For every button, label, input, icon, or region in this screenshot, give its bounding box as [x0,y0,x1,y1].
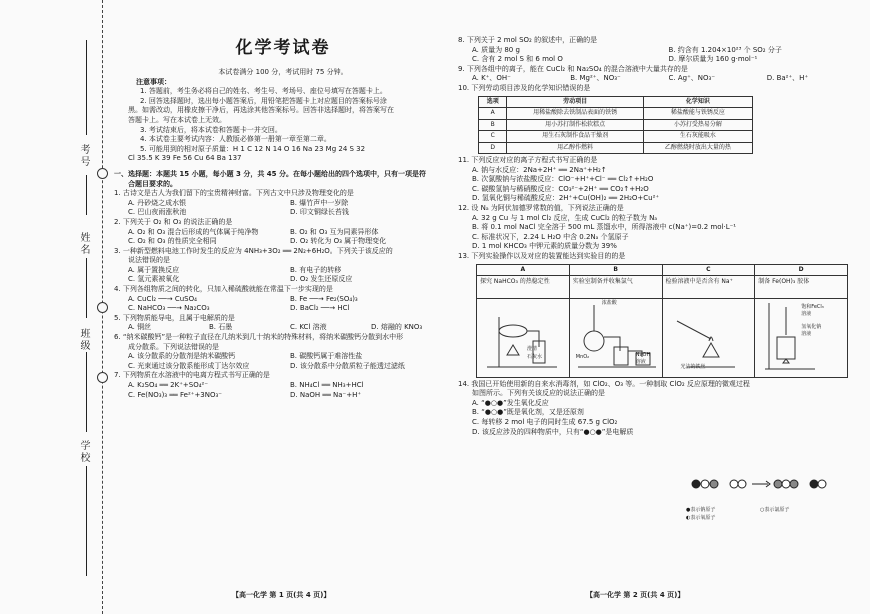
page-title: 化学考试卷 [235,38,331,58]
option[interactable]: A. 钠与水反应：2Na+2H⁺ ══ 2Na⁺+H₂↑ [472,165,607,174]
option-row [114,323,452,333]
tag: 石灰水 [527,353,543,360]
notice-line: 3. 考试结束后，将本试卷和答题卡一并交回。 [140,125,282,134]
option-row [114,199,452,209]
question-stem: 13. 下列实验操作以及对应的装置能达到实验目的的是 [458,252,626,260]
molecule-diagram [686,472,836,532]
option[interactable]: C. Ag⁺、NO₃⁻ [668,74,716,83]
apparatus-desc: 制备 Fe(OH)₃ 胶体 [755,276,847,299]
option[interactable]: C. 巴山夜雨涨秋池 [128,208,187,217]
question-stem: 12. 设 Nₐ 为阿伏加德罗常数的值，下列说法正确的是 [458,204,624,213]
option-row [458,46,865,56]
option[interactable]: B. 约含有 1.204×10²³ 个 SO₂ 分子 [668,45,782,54]
option[interactable]: C. 每转移 2 mol 电子的同时生成 67.5 g ClO₂ [472,417,618,426]
option-row [114,352,452,362]
labor-table [478,96,753,155]
class-label: 班级 [78,328,89,352]
option-row [114,237,452,247]
question-stem: 8. 下列关于 2 mol SO₂ 的叙述中，正确的是 [458,36,598,44]
option[interactable]: D. 该反应涉及的四种物质中，只有“●○●”是电解质 [472,427,634,436]
question-stem: 1. 古诗文是古人为我们留下的宝贵精神财富。下列古文中只涉及物理变化的是 [114,189,354,198]
option[interactable]: B. NH₄Cl ══ NH₃+HCl [290,381,364,389]
question-stem-cont: 成分散系。下列说法错误的是 [128,342,219,351]
option-row [114,275,452,285]
table-cell: 用小苏打制作松软糕点 [507,119,643,131]
question-stem: 10. 下列劳动项目涉及的化学知识错误的是 [458,83,591,92]
table-header-row [479,96,753,108]
option-row [458,74,865,84]
legend-item: ●表示钠原子 [686,507,716,513]
option[interactable]: D. 印文铜绿长苔钱 [290,208,349,217]
option[interactable]: A. O₂ 和 O₃ 混合后形成的气体属于纯净物 [128,227,259,236]
option-row [114,295,452,305]
option[interactable]: D. 氢氧化铜与稀硫酸反应：2H⁺+Cu(OH)₂ ══ 2H₂O+Cu²⁺ [472,194,660,203]
table-cell: A [479,108,507,120]
option-row [114,304,452,314]
table-header: 劳动项目 [507,96,643,108]
heating-apparatus-icon [477,297,569,375]
option[interactable]: B. 石墨 [209,323,233,332]
option[interactable]: B. 将 0.1 mol NaCl 完全溶于 500 mL 蒸馏水中，所得溶液中 c(Na⁺)=0.2 mol·L⁻¹ [472,223,737,232]
question-stem: 7. 下列物质在水溶液中的电离方程式书写正确的是 [114,371,270,380]
apparatus-label: B [570,265,662,276]
tag: 浓盐酸 [601,299,617,306]
option[interactable]: B. 有电子的转移 [290,265,342,274]
page-1 [114,0,452,400]
option-row [114,266,452,276]
option[interactable]: B. Fe ──→ Fe₂(SO₄)₃ [290,294,358,303]
option[interactable]: D. O₂ 发生还原反应 [290,275,353,284]
table-cell: D [479,142,507,154]
score-note: 本试卷满分 100 分，考试用时 75 分钟。 [218,68,348,76]
option-row [114,208,452,218]
table-cell: 用稀盐酸除去铁制品表面的铁锈 [507,108,643,120]
apparatus-col-d[interactable] [754,265,847,377]
table-header: 选项 [479,96,507,108]
question-stem: 9. 下列各组中的离子，能在 CuCl₂ 和 Na₂SO₄ 的混合溶液中大量共存的是 [458,64,688,73]
notice-line: Cl 35.5 K 39 Fe 56 Cu 64 Ba 137 [128,154,242,163]
option[interactable]: A. 质量为 80 g [472,45,520,54]
option[interactable]: D. Ba²⁺、H⁺ [766,74,809,83]
question-stem: 5. 下列物质能导电，且属于电解质的是 [114,313,235,322]
option-row [458,55,865,65]
table-header: 化学知识 [643,96,752,108]
option[interactable]: C. Fe(NO₃)₃ ══ Fe²⁺+3NO₃⁻ [128,390,223,399]
option[interactable]: A. 丹砂烧之成水银 [128,198,187,207]
notice-line: 4. 本试卷主要考试内容：人教版必修第一册第一章至第二章。 [140,135,331,144]
option[interactable]: B. 碳酸钙属于难溶性盐 [290,352,363,361]
binding-hole-3 [97,372,108,383]
section-heading-cont: 合题目要求的。 [128,179,177,188]
exam-id-field-lower[interactable] [86,175,87,215]
chlorine-apparatus-icon [570,297,662,375]
table-cell: 生石灰能吸水 [643,131,752,143]
binding-margin [0,0,112,614]
table-cell: 小苏打受热易分解 [643,119,752,131]
option[interactable]: D. 摩尔质量为 160 g·mol⁻¹ [668,55,758,64]
exam-id-field[interactable] [86,40,87,135]
question-stem: 2. 下列关于 O₂ 和 O₃ 的说法正确的是 [114,217,233,226]
page-2 [458,36,865,437]
table-cell: 乙醇燃烧时放出大量的热 [643,142,752,154]
option[interactable]: D. 1 mol KHCO₃ 中钾元素的质量分数为 39% [472,242,617,251]
option[interactable]: C. 含有 2 mol S 和 6 mol O [472,55,563,64]
apparatus-desc: 探究 NaHCO₃ 的热稳定性 [477,276,569,299]
table-cell: B [479,119,507,131]
apparatus-desc: 实验室制备并收集氯气 [570,276,662,299]
question-stem: 14. 我国已开始使用新的自来水消毒剂，如 ClO₂、O₃ 等。一种制取 ClO₂ 反应原理的微观过程 [458,379,750,388]
table-row [479,108,753,120]
legend-item: ◐表示氧原子 [686,515,716,521]
option[interactable]: A. 该分散系的分散剂是纳米碳酸钙 [128,352,236,361]
tag: 澄清 [527,345,538,352]
option[interactable]: A. 铜丝 [128,323,152,332]
option[interactable]: B. Mg²⁺、NO₃⁻ [570,74,621,83]
notice-heading: 注意事项： [136,77,171,86]
tag: NaOH [635,351,651,358]
notice-line: 答题卡上。写在本试卷上无效。 [128,115,226,124]
binding-hole-1 [97,168,108,179]
binding-hole-2 [97,302,108,313]
table-row [479,131,753,143]
option[interactable]: C. 碳酸氢钠与稀硝酸反应：CO₃²⁻+2H⁺ ══ CO₂↑+H₂O [472,184,649,193]
option[interactable]: C. NaHCO₃ ──→ Na₂CO₃ [128,304,210,313]
tag: 氢氧化钠 [801,323,822,330]
option-row [114,228,452,238]
table-cell: 用生石灰制作食品干燥剂 [507,131,643,143]
table-cell: C [479,131,507,143]
table-row [479,142,753,154]
apparatus-table [476,264,848,378]
name-label: 姓名 [78,232,89,256]
apparatus-label: A [477,265,569,276]
tag: 溶液 [801,310,812,317]
apparatus-desc: 检验溶液中是否含有 Na⁺ [663,276,755,299]
option[interactable]: B. O₂ 和 O₃ 互为同素异形体 [290,227,379,236]
notice-line: 5. 可能用到的相对原子质量：H 1 C 12 N 14 O 16 Na 23 Mg 24 S 32 [140,144,366,153]
option[interactable]: C. KCl 溶液 [290,323,327,332]
question-stem-cont: 说法错误的是 [128,256,170,265]
school-field[interactable] [86,466,87,576]
option[interactable]: A. 32 g Cu 与 1 mol Cl₂ 反应，生成 CuCl₂ 的粒子数为 Nₐ [472,213,658,222]
option[interactable]: A. “●○●”发生氧化反应 [472,398,549,407]
legend-item: ○表示氯原子 [760,507,790,513]
tag: 光洁的铁丝 [680,363,706,370]
class-field[interactable] [86,352,87,432]
apparatus-col-b[interactable] [569,265,662,377]
tag: 溶液 [635,358,646,365]
option[interactable]: A. K₂SO₄ ══ 2K⁺+SO₄²⁻ [128,381,209,389]
question-stem: 6. “纳米碳酸钙”是一种粒子直径在几纳米到几十纳米的特殊材料，将纳米碳酸钙分散到水中形 [114,333,404,342]
option[interactable]: C. 光束通过该分散系能形成丁达尔效应 [128,361,250,370]
option[interactable]: D. BaCl₂ ──→ HCl [290,304,350,313]
option[interactable]: A. K⁺、OH⁻ [472,74,511,83]
apparatus-label: D [755,265,847,276]
name-field[interactable] [86,258,87,318]
tag: MnO₂ [575,353,590,360]
apparatus-col-a[interactable] [477,265,569,377]
notice-line: 1. 答题前，考生务必将自己的姓名、考生号、考场号、座位号填写在答题卡上。 [140,87,387,96]
page-1-footer: 【高一化学 第 1 页(共 4 页)】 [232,591,331,599]
page-2-footer: 【高一化学 第 2 页(共 4 页)】 [586,591,685,599]
exam-id-label: 考号 [78,144,89,168]
option[interactable]: D. O₂ 转化为 O₃ 属于物理变化 [290,237,387,246]
question-stem-cont: 如图所示。下列有关该反应的说法正确的是 [472,389,605,398]
notice-line: 2. 回答选择题时，选出每小题答案后，用铅笔把答题卡上对应题目的答案标号涂 [140,96,387,105]
apparatus-col-c[interactable] [662,265,755,377]
option[interactable]: B. “●○●”既是氧化剂，又是还原剂 [472,408,584,417]
option[interactable]: D. 该分散系中分散质粒子能透过滤纸 [290,361,405,370]
option[interactable]: D. NaOH ══ Na⁻+H⁺ [290,390,362,399]
option[interactable]: D. 熔融的 KNO₃ [371,323,423,332]
option[interactable]: C. O₂ 和 O₃ 的性质完全相同 [128,237,217,246]
option[interactable]: A. CuCl₂ ──→ CuSO₄ [128,294,197,303]
question-stem: 11. 下列反应对应的离子方程式书写正确的是 [458,156,598,165]
option[interactable]: B. 爆竹声中一岁除 [290,198,349,207]
option[interactable]: C. 标准状况下，2.24 L H₂O 中含 0.2Nₐ 个氢原子 [472,232,629,241]
option[interactable]: C. 氢元素被氧化 [128,275,180,284]
question-stem: 3. 一种新型燃料电池工作时发生的反应为 4NH₃+3O₂ ══ 2N₂+6H₂O。下列关于该反应的 [114,246,393,255]
option-row [114,381,452,391]
tag: 溶液 [801,330,812,337]
table-row [479,119,753,131]
option-row [114,391,452,401]
school-label: 学校 [78,440,89,464]
table-cell: 稀盐酸能与铁锈反应 [643,108,752,120]
notice-line: 黑。如需改动，用橡皮擦干净后，再选涂其他答案标号。回答非选择题时，将答案写在 [128,106,394,115]
apparatus-label: C [663,265,755,276]
section-heading: 一、选择题：本题共 15 小题，每小题 3 分，共 45 分。在每小题给出的四个选项中，只有一项是符 [114,169,426,178]
question-stem: 4. 下列各组物质之间的转化，只加入稀硫酸就能在常温下一步实现的是 [114,285,333,294]
table-cell: 用乙醇作燃料 [507,142,643,154]
flame-test-icon [663,297,755,375]
tag: 饱和FeCl₃ [801,303,824,310]
option[interactable]: B. 次氯酸钠与浓盐酸反应：ClO⁻+H⁺+Cl⁻ ══ Cl₂↑+H₂O [472,175,654,184]
option-row [114,362,452,372]
option[interactable]: A. 属于置换反应 [128,265,180,274]
